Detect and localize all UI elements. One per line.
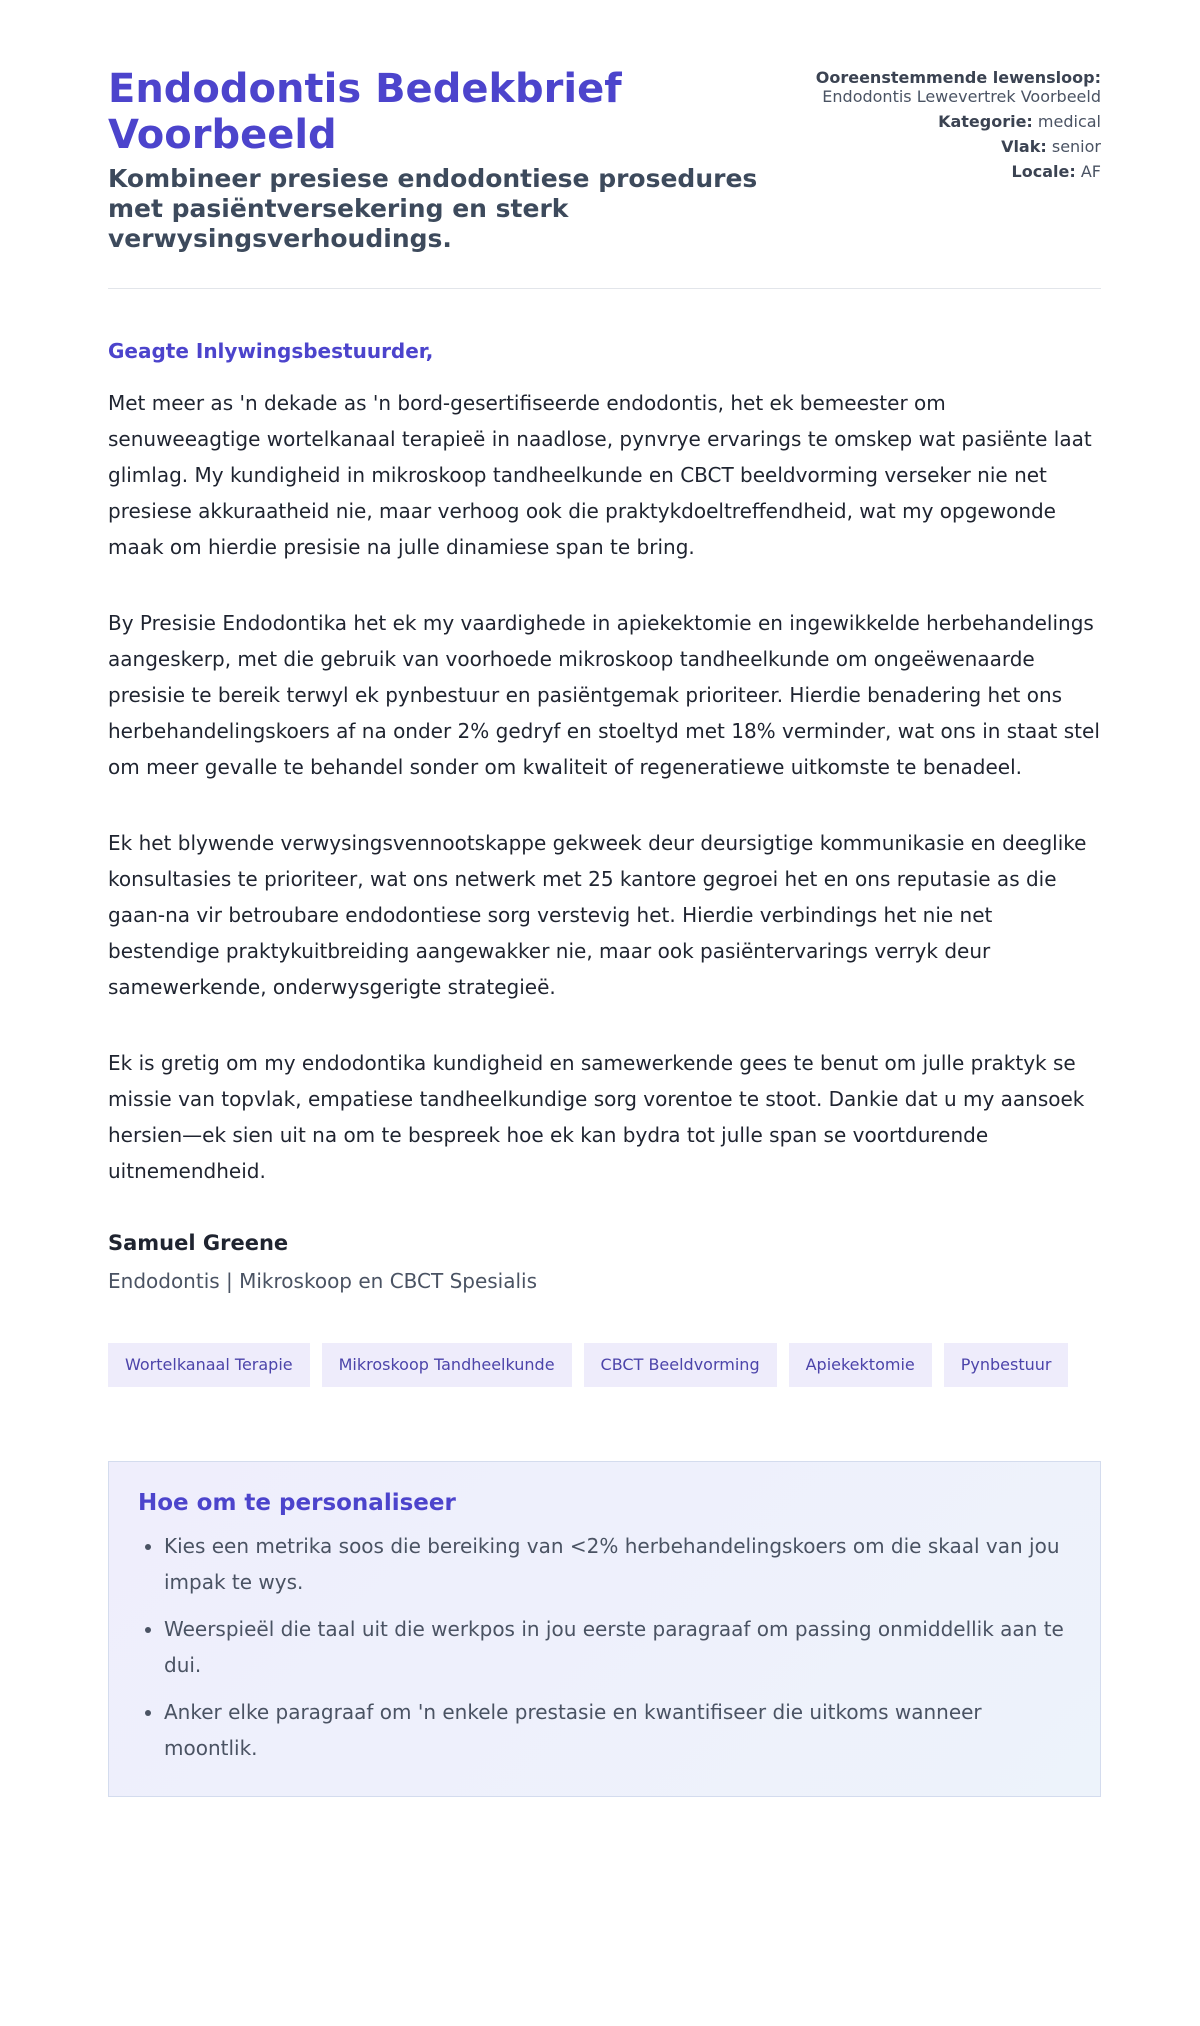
meta-resume-key: Ooreenstemmende lewensloop:: [815, 68, 1101, 87]
tip-item: • Anker elke paragraaf om 'n enkele prestasie en kwantifiseer die uitkoms wanneer moontlik.: [164, 1694, 1071, 1766]
meta-level-key: Vlak:: [1001, 137, 1047, 156]
header-divider: [108, 288, 1101, 289]
letter-paragraph: Ek is gretig om my endodontika kundigheid en samewerkende gees te benut om julle praktyk se missie van topvlak, empatiese tandheelkundige sorg vorentoe te stoot. Dankie dat u my aansoek hersien—ek sien uit na om te bespreek hoe ek kan bydra tot julle span se voortdurende uitnemendheid.: [108, 1051, 1085, 1183]
meta-category-value: medical: [1037, 112, 1101, 131]
cover-letter-page: [108, 0, 1101, 1797]
letter-salutation: Geagte Inlywingsbestuurder,: [108, 339, 434, 363]
page-title: Endodontis Bedekbrief Voorbeeld: [108, 66, 622, 158]
meta-level: [803, 137, 1101, 156]
meta-level-value: senior: [1051, 137, 1101, 156]
tips-list: [138, 1528, 1071, 1766]
skill-tags: [108, 1343, 1101, 1387]
signature-name: Samuel Greene: [108, 1231, 289, 1255]
title-block: [108, 66, 803, 254]
personalize-tips-box: [108, 1461, 1101, 1797]
tips-title: Hoe om te personaliseer: [138, 1490, 456, 1516]
skill-tag: CBCT Beeldvorming: [584, 1343, 777, 1387]
tip-item: • Weerspieël die taal uit die werkpos in jou eerste paragraaf om passing onmiddellik aan te dui.: [164, 1611, 1071, 1683]
meta-resume: [803, 68, 1101, 106]
signature-block: [108, 1231, 1101, 1293]
signature-title: Endodontis | Mikroskoop en CBCT Spesialis: [108, 1269, 538, 1293]
skill-tag: Pynbestuur: [944, 1343, 1069, 1387]
page-header: [108, 66, 1101, 254]
letter-paragraph: Ek het blywende verwysingsvennootskappe gekweek deur deursigtige kommunikasie en deeglike konsultasies te prioriteer, wat ons netwerk met 25 kantore gegroei het en ons reputasie as die gaan-na vir betroubare endodontiese sorg verstevig het. Hierdie verbindings het nie net bestendige praktykuitbreiding aangewakker nie, maar ook pasiëntervarings verryk deur samewerkende, onderwysgerigte strategieë.: [108, 831, 1087, 999]
meta-locale-value: AF: [1080, 162, 1101, 181]
meta-locale: [803, 162, 1101, 181]
skill-tag: Apiekektomie: [789, 1343, 932, 1387]
letter-body: [108, 385, 1101, 1189]
letter-paragraph: By Presisie Endodontika het ek my vaardighede in apiekektomie en ingewikkelde herbehandelings aangeskerp, met die gebruik van voorhoede mikroskoop tandheelkunde om ongeëwenaarde presisie te bereik terwyl ek pynbestuur en pasiëntgemak prioriteer. Hierdie benadering het ons herbehandelingskoers af na onder 2% gedryf en stoeltyd met 18% verminder, wat ons in staat stel om meer gevalle te behandel sonder om kwaliteit of regeneratiewe uitkomste te benadeel.: [108, 611, 1100, 779]
meta-panel: [803, 66, 1101, 187]
page-subtitle: Kombineer presiese endodontiese prosedures met pasiëntversekering en sterk verwysingsverhoudings.: [108, 164, 758, 253]
meta-category-key: Kategorie:: [938, 112, 1033, 131]
skill-tag: Mikroskoop Tandheelkunde: [322, 1343, 572, 1387]
tip-item: • Kies een metrika soos die bereiking van <2% herbehandelingskoers om die skaal van jou impak te wys.: [164, 1528, 1071, 1600]
letter-paragraph: Met meer as 'n dekade as 'n bord-gesertifiseerde endodontis, het ek bemeester om senuweeagtige wortelkanaal terapieë in naadlose, pynvrye ervarings te omskep wat pasiënte laat glimlag. My kundigheid in mikroskoop tandheelkunde en CBCT beeldvorming verseker nie net presiese akkuraatheid nie, maar verhoog ook die praktykdoeltreffendheid, wat my opgewonde maak om hierdie presisie na julle dinamiese span te bring.: [108, 391, 1092, 559]
meta-locale-key: Locale:: [1011, 162, 1076, 181]
skill-tag: Wortelkanaal Terapie: [108, 1343, 310, 1387]
meta-resume-value: Endodontis Lewevertrek Voorbeeld: [822, 87, 1101, 106]
meta-category: [803, 112, 1101, 131]
